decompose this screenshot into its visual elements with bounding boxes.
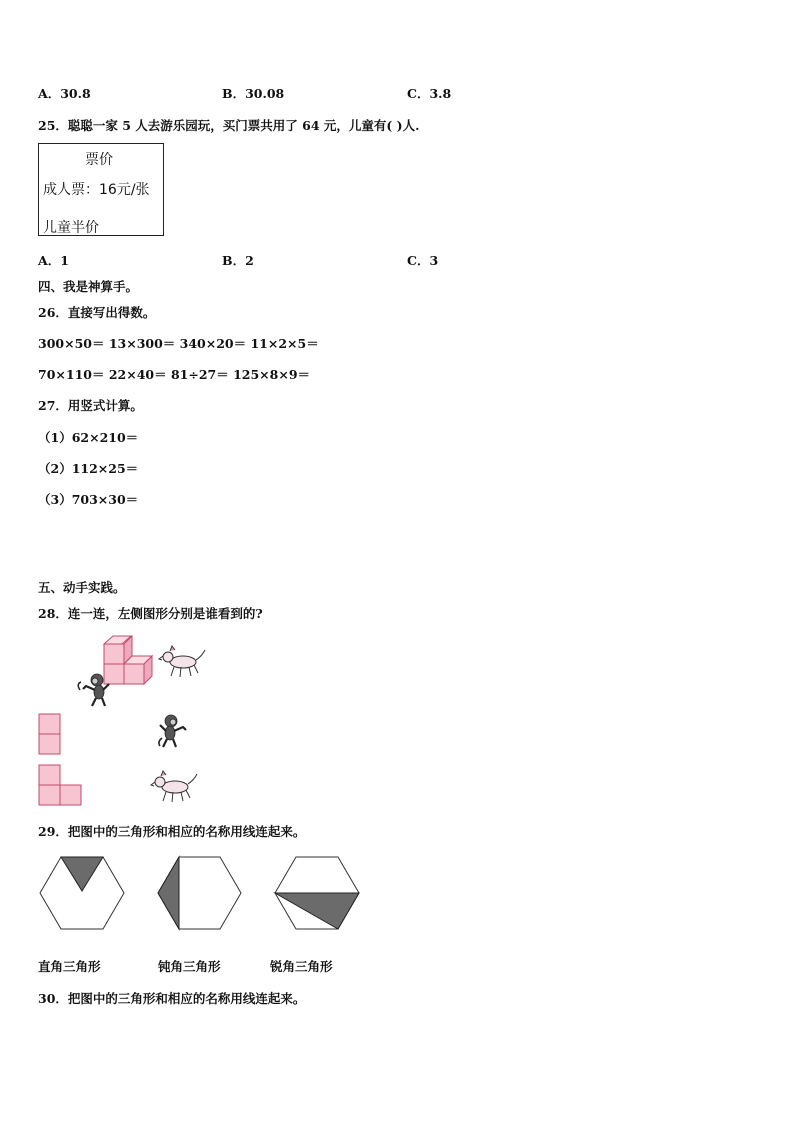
ticket-title: 票价 bbox=[85, 152, 113, 168]
q26-item: 13×300＝ bbox=[108, 336, 176, 351]
option-letter: B． bbox=[222, 253, 246, 268]
option-letter: C． bbox=[407, 86, 430, 101]
section-four-title: 四、我是神算手。 bbox=[38, 279, 139, 294]
ticket-adult-price: 成人票：16元/张 bbox=[43, 182, 150, 198]
option-text: 3.8 bbox=[429, 86, 452, 101]
label-acute-triangle[interactable]: 锐角三角形 bbox=[270, 959, 333, 974]
q26-item: 11×2×5＝ bbox=[250, 336, 319, 351]
q30-stem: 30．把图中的三角形和相应的名称用线连起来。 bbox=[38, 991, 306, 1006]
q26-item: 81÷27＝ bbox=[170, 367, 229, 382]
label-obtuse-triangle[interactable]: 钝角三角形 bbox=[158, 959, 221, 974]
option-text: 2 bbox=[245, 253, 254, 268]
option-letter: A． bbox=[38, 253, 61, 268]
option-letter: A． bbox=[38, 86, 61, 101]
hexagon-acute-triangle[interactable] bbox=[275, 857, 359, 929]
section-five-title: 五、动手实践。 bbox=[38, 580, 126, 595]
option-letter: C． bbox=[407, 253, 430, 268]
q26-item: 300×50＝ bbox=[38, 336, 105, 351]
option-text: 30.08 bbox=[245, 86, 285, 101]
q28-stem: 28．连一连，左侧图形分别是谁看到的? bbox=[38, 606, 263, 621]
q26-item: 340×20＝ bbox=[179, 336, 247, 351]
hexagon-right-triangle[interactable] bbox=[40, 857, 124, 929]
q26-item: 70×110＝ bbox=[38, 367, 105, 382]
q25-stem: 25．聪聪一家 5 人去游乐园玩，买门票共用了 64 元，儿童有( )人. bbox=[38, 118, 420, 133]
option-letter: B． bbox=[222, 86, 246, 101]
q27-item-1: （1）62×210＝ bbox=[38, 430, 139, 445]
q26-stem: 26．直接写出得数。 bbox=[38, 305, 156, 320]
q27-item-3: （3）703×30＝ bbox=[38, 492, 139, 507]
ticket-child-price: 儿童半价 bbox=[43, 220, 99, 236]
label-right-triangle[interactable]: 直角三角形 bbox=[38, 959, 101, 974]
q26-item: 125×8×9＝ bbox=[233, 367, 311, 382]
option-text: 30.8 bbox=[60, 86, 91, 101]
option-text: 1 bbox=[60, 253, 69, 268]
q26-item: 22×40＝ bbox=[108, 367, 167, 382]
q27-item-2: （2）112×25＝ bbox=[38, 461, 139, 476]
q27-stem: 27．用竖式计算。 bbox=[38, 398, 143, 413]
hexagon-obtuse-triangle[interactable] bbox=[158, 857, 241, 929]
q29-stem: 29．把图中的三角形和相应的名称用线连起来。 bbox=[38, 824, 306, 839]
option-text: 3 bbox=[429, 253, 439, 268]
